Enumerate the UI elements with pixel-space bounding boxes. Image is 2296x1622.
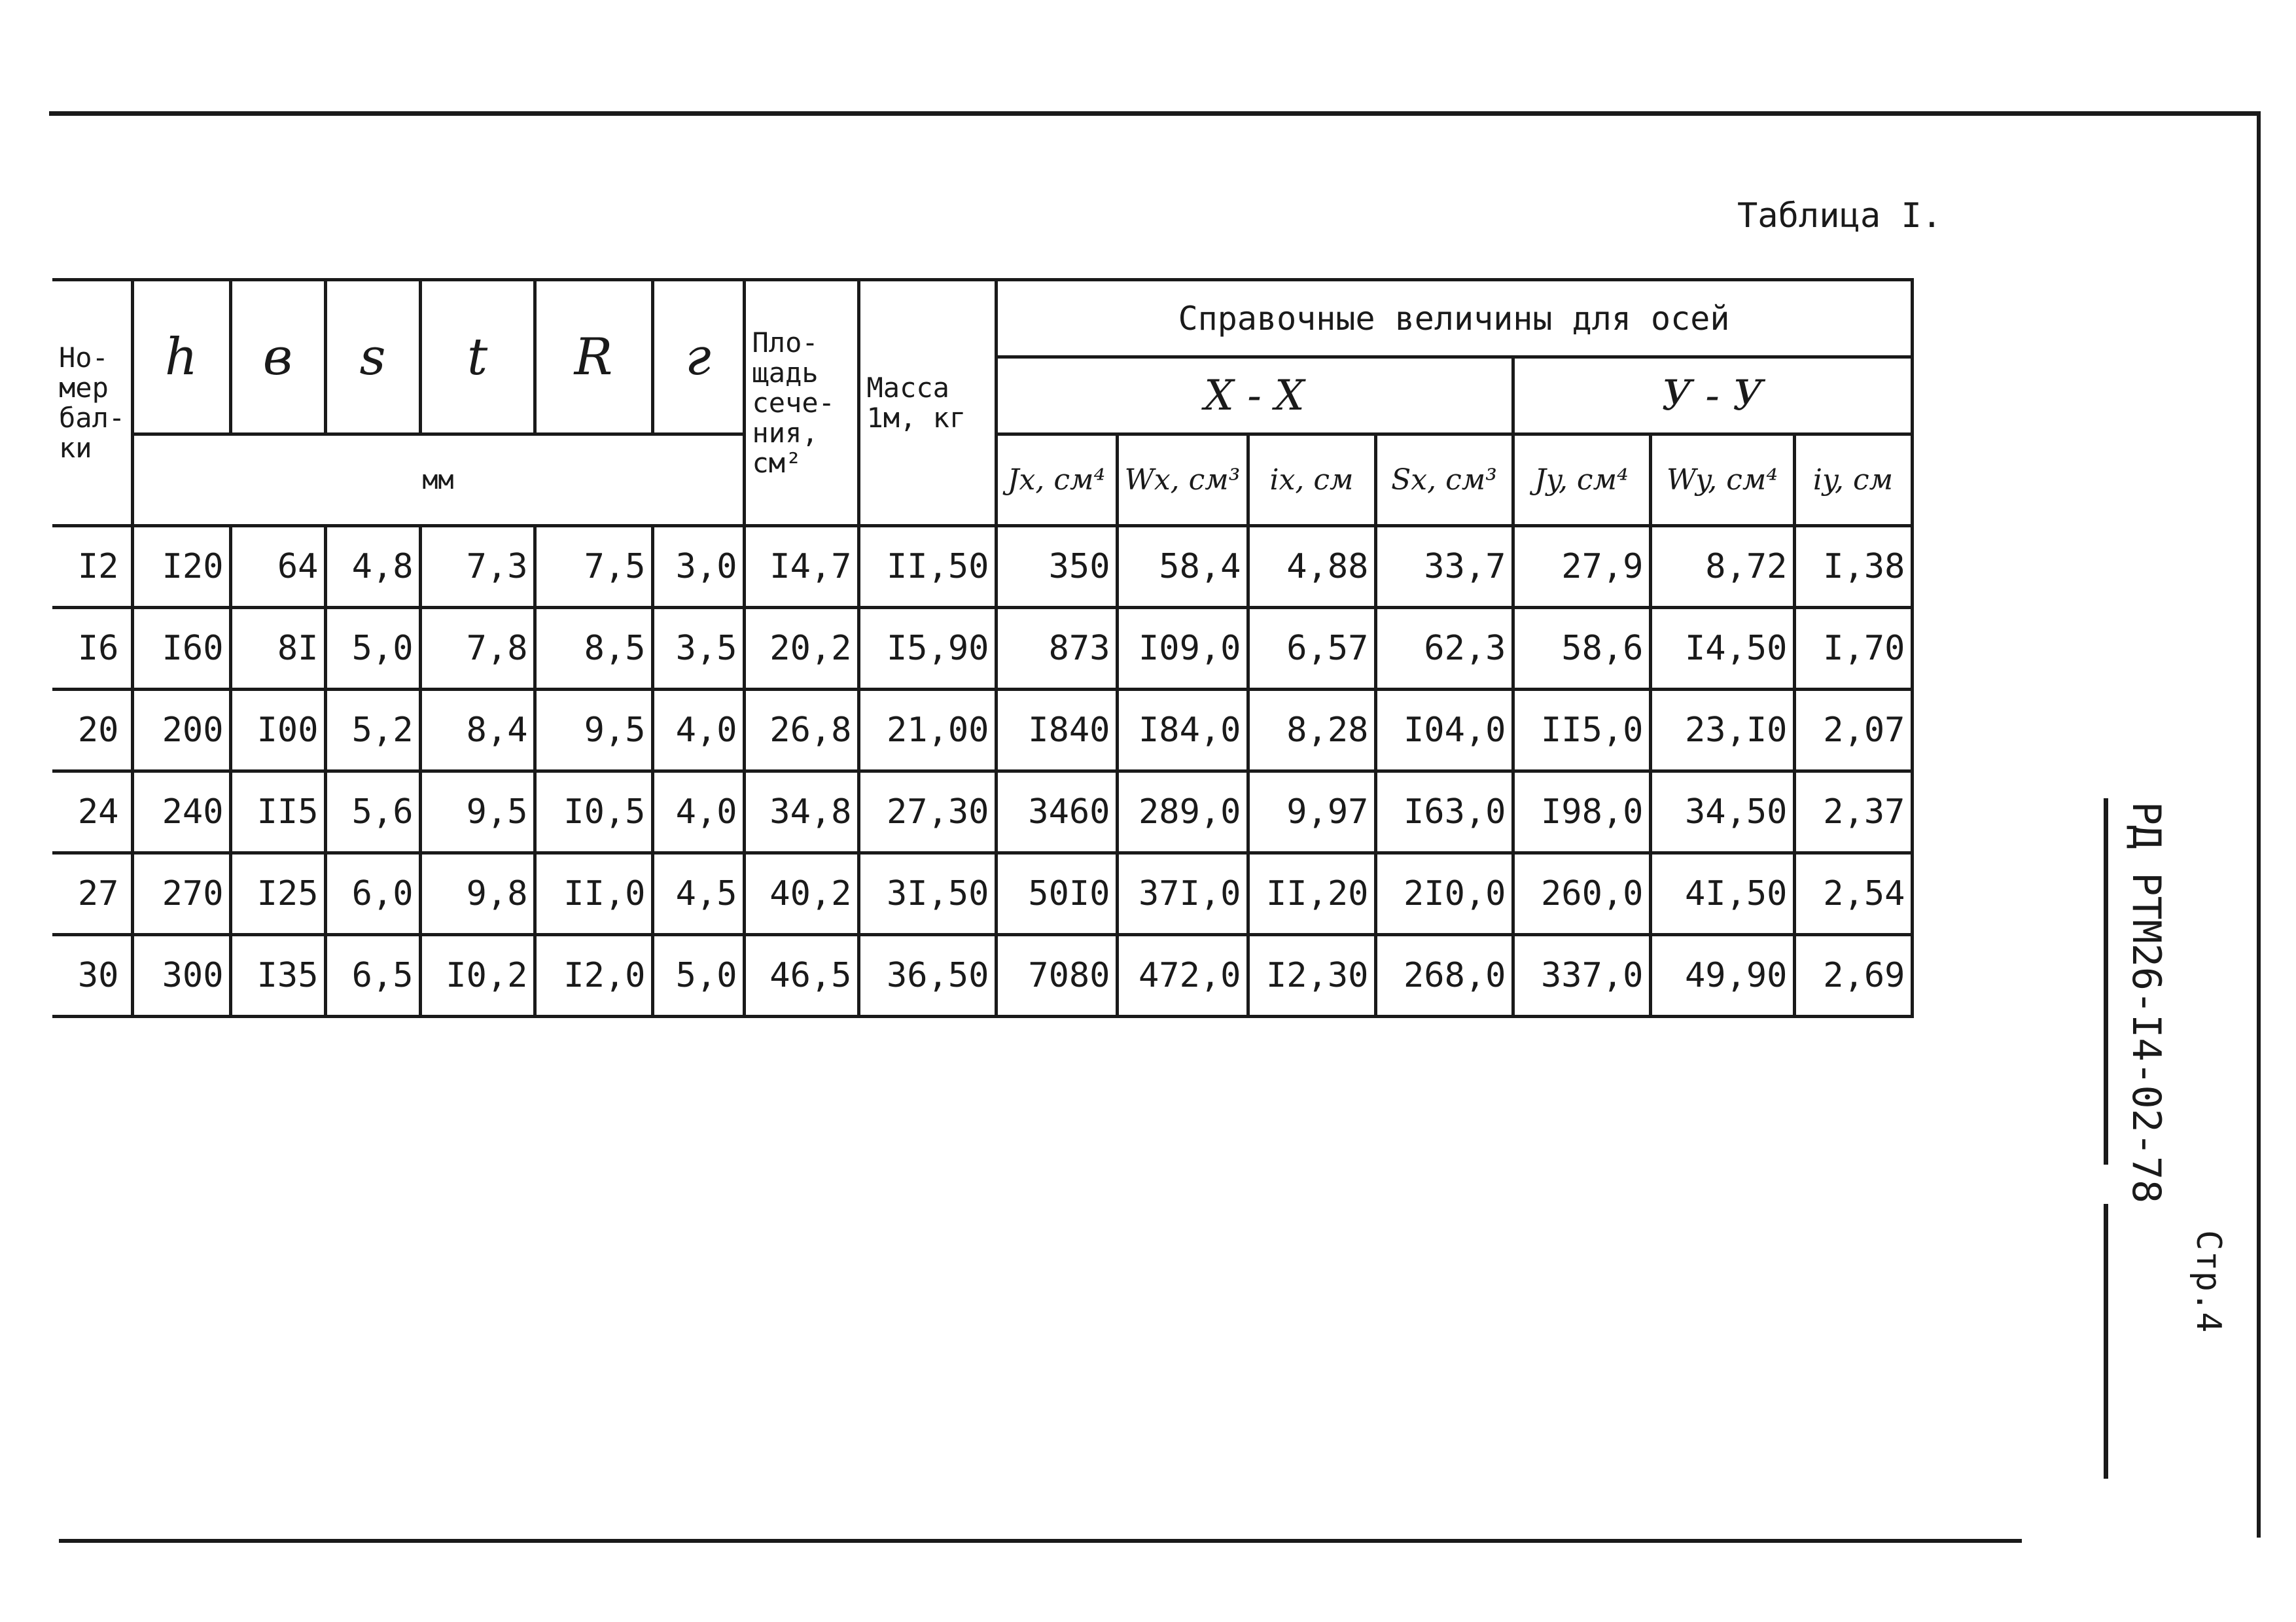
table-cell: 3,0 (652, 526, 744, 608)
frame-top-line (49, 111, 2261, 116)
table-cell: 7,3 (420, 526, 535, 608)
table-cell: 4,0 (652, 771, 744, 853)
dim-b-header: в (230, 280, 325, 434)
frame-bottom-line (59, 1539, 2022, 1543)
table-cell: 62,3 (1375, 608, 1513, 690)
table-cell: 7,5 (535, 526, 652, 608)
beam-number-header: Но-мер бал-ки (52, 280, 132, 526)
table-row (52, 608, 1912, 690)
table-cell: II,50 (858, 526, 996, 608)
reference-values-header: Справочные величины для осей (996, 280, 1912, 357)
prop-jy-header: Jy, см⁴ (1513, 434, 1650, 526)
table-cell: 3,5 (652, 608, 744, 690)
table-cell: 337,0 (1513, 935, 1650, 1017)
table-cell: 58,4 (1117, 526, 1248, 608)
table-cell: I98,0 (1513, 771, 1650, 853)
table-cell: 27,30 (858, 771, 996, 853)
table-cell: 2,07 (1794, 690, 1912, 771)
table-cell: 21,00 (858, 690, 996, 771)
mass-header: Масса 1м, кг (858, 280, 996, 526)
table-title: Таблица I. (1737, 196, 1943, 236)
prop-wy-header: Wy, см⁴ (1650, 434, 1794, 526)
table-cell: II,0 (535, 853, 652, 935)
table-cell: 9,97 (1248, 771, 1375, 853)
table-cell: 58,6 (1513, 608, 1650, 690)
table-cell: 9,5 (535, 690, 652, 771)
table-cell: 4,8 (325, 526, 420, 608)
table-cell: 4,0 (652, 690, 744, 771)
table-cell: 4,5 (652, 853, 744, 935)
table-cell: 2,69 (1794, 935, 1912, 1017)
table-cell: 873 (996, 608, 1117, 690)
dim-h-header: h (132, 280, 230, 434)
table-cell: 300 (132, 935, 230, 1017)
beam-number-cell: 27 (52, 853, 132, 935)
table-cell: I2,0 (535, 935, 652, 1017)
table-row (52, 853, 1912, 935)
prop-sx-header: Sx, см³ (1375, 434, 1513, 526)
table-cell: I00 (230, 690, 325, 771)
table-cell: II5 (230, 771, 325, 853)
table-cell: 260,0 (1513, 853, 1650, 935)
table-cell: I35 (230, 935, 325, 1017)
table-cell: 3I,50 (858, 853, 996, 935)
table-cell: 9,8 (420, 853, 535, 935)
table-cell: 20,2 (744, 608, 858, 690)
table-row (52, 690, 1912, 771)
beam-number-cell: 30 (52, 935, 132, 1017)
table-cell: 64 (230, 526, 325, 608)
table-cell: 7,8 (420, 608, 535, 690)
beam-number-cell: I2 (52, 526, 132, 608)
table-cell: I20 (132, 526, 230, 608)
table-cell: I0,2 (420, 935, 535, 1017)
axis-y-header: У - У (1513, 357, 1912, 434)
side-stamp-divider (2104, 798, 2108, 1165)
prop-jx-header: Jx, см⁴ (996, 434, 1117, 526)
table-cell: II5,0 (1513, 690, 1650, 771)
table-cell: I840 (996, 690, 1117, 771)
table-cell: 34,8 (744, 771, 858, 853)
table-cell: 40,2 (744, 853, 858, 935)
table-row (52, 771, 1912, 853)
beam-number-cell: 20 (52, 690, 132, 771)
dim-r-header: R (535, 280, 652, 434)
table-cell: 2,37 (1794, 771, 1912, 853)
table-cell: 27,9 (1513, 526, 1650, 608)
table-cell: I,70 (1794, 608, 1912, 690)
document-code: РД РТМ26-I4-02-78 (2123, 802, 2169, 1204)
beam-number-cell: I6 (52, 608, 132, 690)
dim-r-small-header: г (652, 280, 744, 434)
table-cell: 7080 (996, 935, 1117, 1017)
table-cell: 6,5 (325, 935, 420, 1017)
axis-x-header: X - X (996, 357, 1513, 434)
table-cell: I5,90 (858, 608, 996, 690)
dim-s-header: s (325, 280, 420, 434)
table-cell: 6,57 (1248, 608, 1375, 690)
table-cell: I,38 (1794, 526, 1912, 608)
table-cell: 33,7 (1375, 526, 1513, 608)
table-cell: I84,0 (1117, 690, 1248, 771)
prop-wx-header: Wx, см³ (1117, 434, 1248, 526)
table-cell: 4,88 (1248, 526, 1375, 608)
table-cell: I4,50 (1650, 608, 1794, 690)
table-cell: 472,0 (1117, 935, 1248, 1017)
table-cell: 34,50 (1650, 771, 1794, 853)
table-cell: 350 (996, 526, 1117, 608)
side-stamp-divider (2104, 1204, 2108, 1479)
table-cell: 2,54 (1794, 853, 1912, 935)
table-cell: 2I0,0 (1375, 853, 1513, 935)
table-cell: I0,5 (535, 771, 652, 853)
prop-iy-header: iy, см (1794, 434, 1912, 526)
table-cell: 23,I0 (1650, 690, 1794, 771)
table-cell: 50I0 (996, 853, 1117, 935)
table-cell: 5,2 (325, 690, 420, 771)
frame-right-line (2257, 111, 2261, 1538)
table-cell: 5,0 (652, 935, 744, 1017)
table-cell: 240 (132, 771, 230, 853)
table-cell: 289,0 (1117, 771, 1248, 853)
table-cell: I09,0 (1117, 608, 1248, 690)
table-cell: I63,0 (1375, 771, 1513, 853)
table-cell: I25 (230, 853, 325, 935)
table-cell: 37I,0 (1117, 853, 1248, 935)
area-header: Пло-щадь сече-ния, см² (744, 280, 858, 526)
table-cell: 8,28 (1248, 690, 1375, 771)
table-cell: I04,0 (1375, 690, 1513, 771)
table-row (52, 935, 1912, 1017)
dim-unit-header: мм (132, 434, 744, 526)
table-cell: 8,72 (1650, 526, 1794, 608)
table-cell: I2,30 (1248, 935, 1375, 1017)
beam-properties-table (52, 278, 1914, 1018)
table-cell: 49,90 (1650, 935, 1794, 1017)
table-cell: 8,4 (420, 690, 535, 771)
dim-t-header: t (420, 280, 535, 434)
table-row (52, 526, 1912, 608)
table-cell: 6,0 (325, 853, 420, 935)
table-cell: 8I (230, 608, 325, 690)
table-cell: 5,6 (325, 771, 420, 853)
table-cell: 4I,50 (1650, 853, 1794, 935)
table-cell: I60 (132, 608, 230, 690)
table-cell: 268,0 (1375, 935, 1513, 1017)
table-cell: 36,50 (858, 935, 996, 1017)
beam-number-cell: 24 (52, 771, 132, 853)
prop-ix-header: ix, см (1248, 434, 1375, 526)
table-cell: 3460 (996, 771, 1117, 853)
table-cell: 200 (132, 690, 230, 771)
table-cell: II,20 (1248, 853, 1375, 935)
page-number: Стр.4 (2189, 1230, 2228, 1333)
table-cell: I4,7 (744, 526, 858, 608)
table-cell: 8,5 (535, 608, 652, 690)
table-cell: 270 (132, 853, 230, 935)
table-cell: 9,5 (420, 771, 535, 853)
table-cell: 46,5 (744, 935, 858, 1017)
table-cell: 5,0 (325, 608, 420, 690)
table-cell: 26,8 (744, 690, 858, 771)
